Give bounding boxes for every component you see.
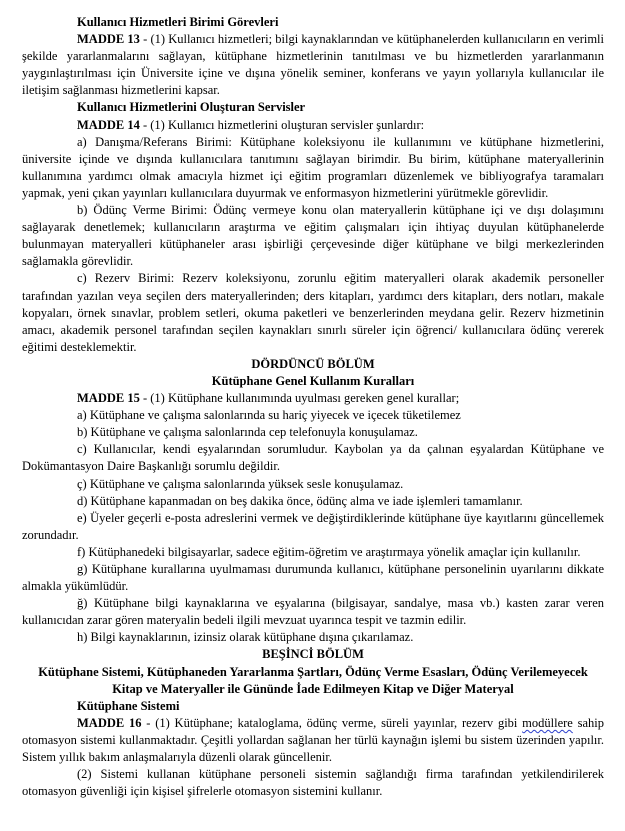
madde-13-label: MADDE 13 bbox=[77, 32, 140, 47]
heading-kullanici-hizmetleri-birimi-gorevleri: Kullanıcı Hizmetleri Birimi Görevleri bbox=[77, 15, 279, 29]
madde-13-paragraph bbox=[22, 31, 604, 99]
madde-15-item-h: h) Bilgi kaynaklarının, izinsiz olarak kütüphane dışına çıkarılamaz. bbox=[77, 630, 414, 645]
madde-16-paragraph bbox=[22, 715, 604, 766]
madde-16-label: MADDE 16 bbox=[77, 715, 142, 730]
madde-14-body: - (1) Kullanıcı hizmetlerini oluşturan servisler şunlardır: bbox=[139, 117, 425, 132]
madde-15-item-f: f) Kütüphanedeki bilgisayarlar, sadece eğitim-öğretim ve araştırmaya yönelik amaçlar için kullanılır. bbox=[77, 544, 581, 559]
madde-15-item-cc: ç) Kütüphane ve çalışma salonlarında yüksek sesle konuşulamaz. bbox=[77, 476, 404, 491]
madde-15-body: - (1) Kütüphane kullanımında uyulması gereken genel kurallar; bbox=[139, 391, 460, 406]
madde-15-item-d: d) Kütüphane kapanmadan on beş dakika önce, ödünç alma ve iade işlemleri tamamlanır. bbox=[77, 493, 523, 508]
madde-15-paragraph bbox=[22, 390, 604, 407]
heading-kutuphane-sistemi: Kütüphane Sistemi bbox=[77, 698, 180, 713]
madde-15-item-a: a) Kütüphane ve çalışma salonlarında su hariç yiyecek ve içecek tüketilemez bbox=[77, 408, 461, 423]
madde-14-item-b: b) Ödünç Verme Birimi: Ödünç vermeye konu olan materyallerin kütüphane içi ve dışı dolaşımını sağlayarak denetlemek; kullanıcıların araştırma ve eğitim çalışmaları için ihtiyaç duyulan kütüphanelerde bulunmayan materyalleri kütüphaneler arası işbirliği çerçevesinde diğer kütüphane ve bilgi merkezlerinden sağlamakla görevlidir. bbox=[22, 203, 604, 269]
spellcheck-underlined-word: modüllere bbox=[522, 715, 573, 730]
madde-15-item-c: c) Kullanıcılar, kendi eşyalarından sorumludur. Kaybolan ya da çalınan eşyalardan Kütüphane ve Dokümantasyon Daire Başkanlığı sorumlu değildir. bbox=[22, 442, 604, 474]
madde-15-label: MADDE 15 bbox=[77, 391, 140, 406]
chapter-heading-besinci-bolum: BEŞİNCİ BÖLÜM bbox=[262, 647, 364, 662]
chapter-heading-dorduncu-bolum: DÖRDÜNCÜ BÖLÜM bbox=[251, 356, 375, 371]
madde-16-body-pre: - (1) Kütüphane; kataloglama, ödünç verme, süreli yayınlar, rezerv gibi bbox=[141, 715, 523, 730]
madde-13-body: - (1) Kullanıcı hizmetleri; bilgi kaynaklarından ve kütüphanelerden kullanıcıların en verimli şekilde yararlanmalarını sağlayan, kütüphane hizmetlerinin tanıtılması ve bu hizmetlerden yararlanmanın yaygınlaştırılması için Üniversite içine ve dışına yönelik seminer, konferans ve yayın yollarıyla kullanıcılar ile iletişim sağlanması hizmetlerini kapsar. bbox=[22, 32, 604, 98]
madde-16-body-post: sahip otomasyon sistemi kullanmaktadır. Çeşitli yollardan sağlanan her türlü kaynağın işlemi bu sistem üzerinden yapılır. Sistem yıllık bakım anlaşmalarıyla düzenli olarak güncellenir. bbox=[22, 715, 605, 765]
madde-15-item-b: b) Kütüphane ve çalışma salonlarında cep telefonuyla konuşulamaz. bbox=[77, 425, 418, 440]
madde-15-item-gg: ğ) Kütüphane bilgi kaynaklarına ve eşyalarına (bilgisayar, sandalye, masa vb.) kasten zarar veren kullanıcıdan zarar gören materyalin bedeli ilgili mevzuat uyarınca tespit ve tazmin edilir. bbox=[22, 596, 604, 628]
madde-15-item-g: g) Kütüphane kurallarına uyulmaması durumunda kullanıcı, kütüphane personelinin uyarılarını dikkate almakla yükümlüdür. bbox=[22, 562, 604, 594]
heading-kullanici-hizmetlerini-olusturan-servisler: Kullanıcı Hizmetlerini Oluşturan Servisler bbox=[77, 100, 306, 115]
madde-14-label: MADDE 14 bbox=[77, 117, 140, 132]
chapter-title-kutuphane-genel-kullanim-kurallari: Kütüphane Genel Kullanım Kuralları bbox=[211, 373, 415, 388]
madde-14-item-c: c) Rezerv Birimi: Rezerv koleksiyonu, zorunlu eğitim materyalleri olarak akademik personeller tarafından yazılan veya seçilen ders materyallerinden; ders kitapları, yardımcı ders kitapları, ders notları, makale kopyaları, örnek sınavlar, problem setleri, okuma paketleri ve benzerlerinden meydana gelir. Rezerv hizmetinin amacı, akademik personel tarafından seçilen kaynakları sınırlı süreler için öğrenci/ kullanıcılara ödünç vererek eğitimi desteklemektir. bbox=[22, 271, 604, 354]
madde-14-item-a: a) Danışma/Referans Birimi: Kütüphane koleksiyonu ile kullanımını ve kütüphane hizmetlerini, üniversite içinde ve dışında kullanıcılara tanıtımını sağlayan birimdir. Bu birim, kütüphane materyallerinin kullanımına yardımcı olmak amacıyla hizmet içi eğitim programları düzenlemek ve bibliyografya taramaları yapmak, yeni çıkan yayınları kullanıcılara duyurmak ve enformasyon hizmetlerini yürütmekle görevlidir. bbox=[22, 134, 604, 200]
madde-16-paragraph-2: (2) Sistemi kullanan kütüphane personeli sistemin sağlandığı firma tarafından yetkilendirilerek otomasyon güvenliği için kişisel şifrelerle otomasyon sistemini kullanır. bbox=[22, 767, 604, 799]
madde-14-paragraph bbox=[22, 117, 604, 134]
madde-15-item-e: e) Üyeler geçerli e-posta adreslerini vermek ve değiştirdiklerinde kütüphane üye kayıtlarını güncellemek zorundadır. bbox=[22, 510, 604, 542]
chapter-title-kutuphane-sistemi-long: Kütüphane Sistemi, Kütüphaneden Yararlanma Şartları, Ödünç Verme Esasları, Ödünç Verilemeyecek Kitap ve Materyaller ile Gününde İade Edilmeyen Kitap ve Diğer Materyal bbox=[38, 664, 588, 696]
